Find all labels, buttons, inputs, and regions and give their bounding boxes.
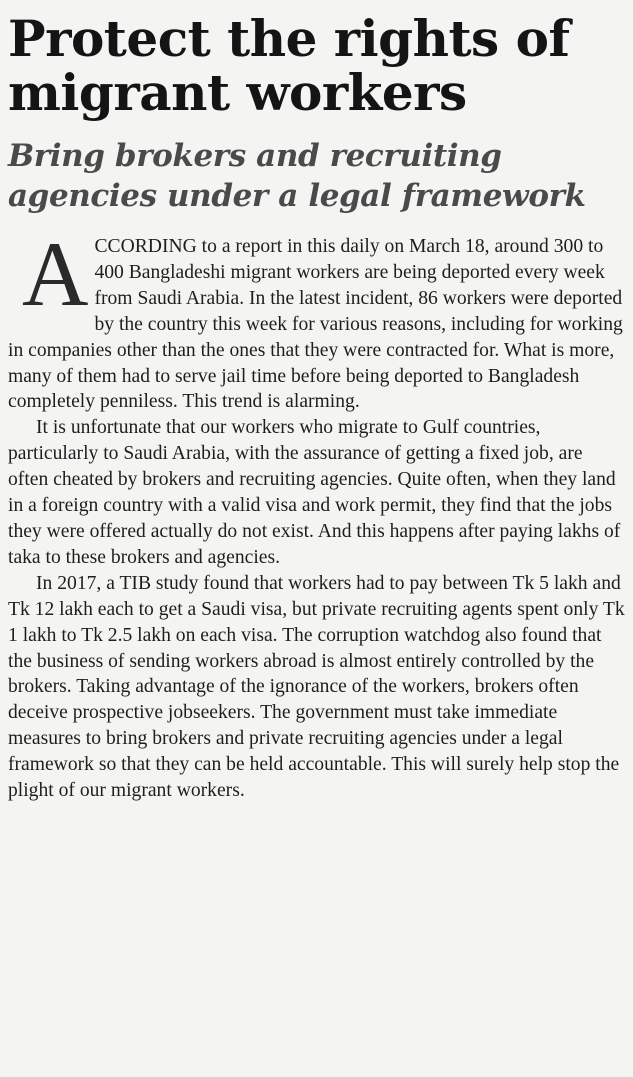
paragraph-3: In 2017, a TIB study found that workers had to pay between Tk 5 lakh and Tk 12 lakh each to get a Saudi visa, but private recruiting agents spent only Tk 1 lakh to Tk 2.5 lakh on each visa. The corruption watchdog also found that the business of sending workers abroad is almost entirely controlled by the brokers. Taking advantage of the ignorance of the workers, brokers often deceive prospective jobseekers. The government must take immediate measures to bring brokers and private recruiting agencies under a legal framework so that they can be held accountable. This will surely help stop the plight of our migrant workers. [8, 572, 625, 802]
subheadline: Bring brokers and recruiting agencies under a legal framework [8, 138, 586, 214]
drop-cap: A [22, 223, 89, 325]
paragraph-2: It is unfortunate that our workers who migrate to Gulf countries, particularly to Saudi Arabia, with the assurance of getting a fixed job, are often cheated by brokers and recruiting agencies. Quite often, when they land in a foreign country with a valid visa and work permit, they find that the jobs they were offered actually do not exist. And this happens after paying lakhs of taka to these brokers and agencies. [8, 417, 621, 568]
paragraph-1-text: CCORDING to a report in this daily on March 18, around 300 to 400 Bangladeshi migrant workers are being deported every week from Saudi Arabia. In the latest incident, 86 workers were deported by the country this week for various reasons, including for working in companies other than the ones that they were contracted for. What is more, many of them had to serve jail time before being deported to Bangladesh completely penniless. This trend is alarming. [8, 236, 623, 413]
article-body [8, 223, 627, 804]
paragraph-1 [8, 223, 627, 415]
headline: Protect the rights of migrant workers [8, 9, 570, 122]
